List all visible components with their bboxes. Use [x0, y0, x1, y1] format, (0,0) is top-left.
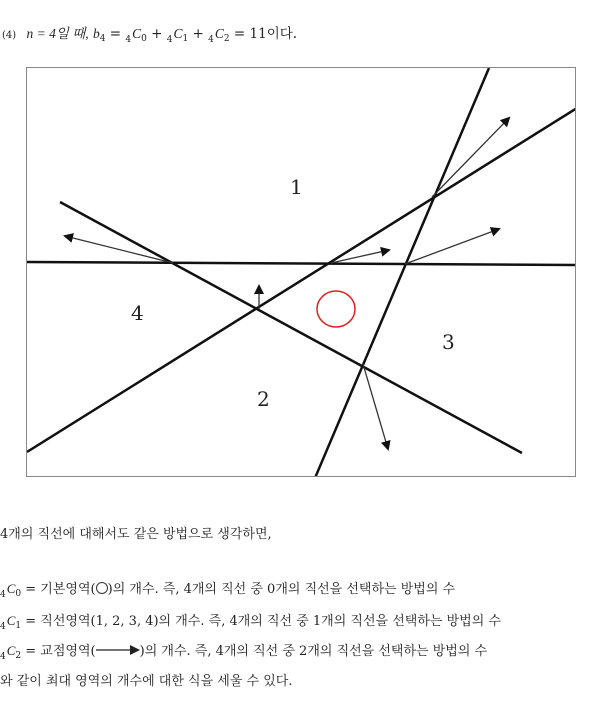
- f0-text-before: = 기본영역(: [25, 582, 96, 597]
- f2-text-after: )의 개수. 즉, 4개의 직선 중 2개의 직선을 선택하는 방법의 수: [139, 644, 488, 659]
- f0-letter: C: [6, 581, 16, 596]
- c2-letter: C: [214, 26, 224, 41]
- region-label-1: 1: [290, 175, 303, 199]
- f2-text-before: = 교점영역(: [25, 644, 96, 659]
- heading-prefix: n = 4일 때,: [26, 26, 89, 41]
- c0-presub: 4: [125, 35, 132, 45]
- problem-heading: [2, 22, 297, 45]
- c0-letter: C: [132, 26, 142, 41]
- arrow-upper-left: [65, 236, 173, 263]
- four-lines-figure: [26, 67, 576, 477]
- f2-letter: C: [6, 643, 16, 658]
- f0-sub: 0: [15, 589, 22, 599]
- f1-text: = 직선영역(1, 2, 3, 4)의 개수. 즉, 4개의 직선 중 1개의 직선을 선택하는 방법의 수: [25, 614, 501, 629]
- lines-group: [27, 68, 576, 477]
- conclusion-text: 와 같이 최대 영역의 개수에 대한 식을 세울 수 있다.: [0, 674, 293, 689]
- arrow-symbol-icon: [96, 645, 140, 655]
- circle-symbol-icon: [96, 582, 108, 594]
- steep-line: [315, 68, 489, 477]
- f2-presub: 4: [0, 652, 6, 662]
- f1-sub: 1: [15, 621, 22, 631]
- formula-c1: [0, 610, 501, 632]
- horizontal-line: [27, 262, 576, 265]
- region-label-2: 2: [257, 387, 270, 411]
- highlight-circle: [317, 291, 355, 327]
- f2-sub: 2: [15, 651, 22, 661]
- c2-sub: 2: [223, 34, 230, 44]
- plus-sign-1: +: [151, 26, 163, 42]
- region-label-4: 4: [131, 301, 144, 325]
- ascending-line: [27, 108, 576, 452]
- formula-c0: [0, 578, 455, 600]
- figure-canvas: [27, 68, 576, 477]
- heading-result: = 11이다.: [233, 26, 298, 42]
- c1-presub: 4: [166, 35, 173, 45]
- region-label-3: 3: [442, 330, 455, 354]
- arrows-group: [65, 118, 509, 449]
- c0-sub: 0: [141, 34, 147, 44]
- equals-sign: =: [109, 26, 122, 42]
- formula-c2: [0, 640, 487, 662]
- f0-text-after: )의 개수. 즉, 4개의 직선 중 0개의 직선을 선택하는 방법의 수: [107, 582, 456, 597]
- plus-sign-2: +: [192, 26, 204, 42]
- c1-letter: C: [173, 26, 183, 41]
- heading-formula: [92, 26, 298, 45]
- b-symbol: b: [92, 26, 100, 41]
- c2-presub: 4: [208, 35, 214, 45]
- c1-sub: 1: [182, 34, 189, 44]
- descending-line: [60, 202, 522, 453]
- b-subscript: 4: [99, 34, 106, 44]
- intro-text: 4개의 직선에 대해서도 같은 방법으로 생각하면,: [0, 527, 272, 542]
- problem-number: (4): [2, 30, 17, 41]
- f1-presub: 4: [0, 622, 6, 632]
- f0-presub: 4: [0, 590, 6, 600]
- f1-letter: C: [6, 613, 16, 628]
